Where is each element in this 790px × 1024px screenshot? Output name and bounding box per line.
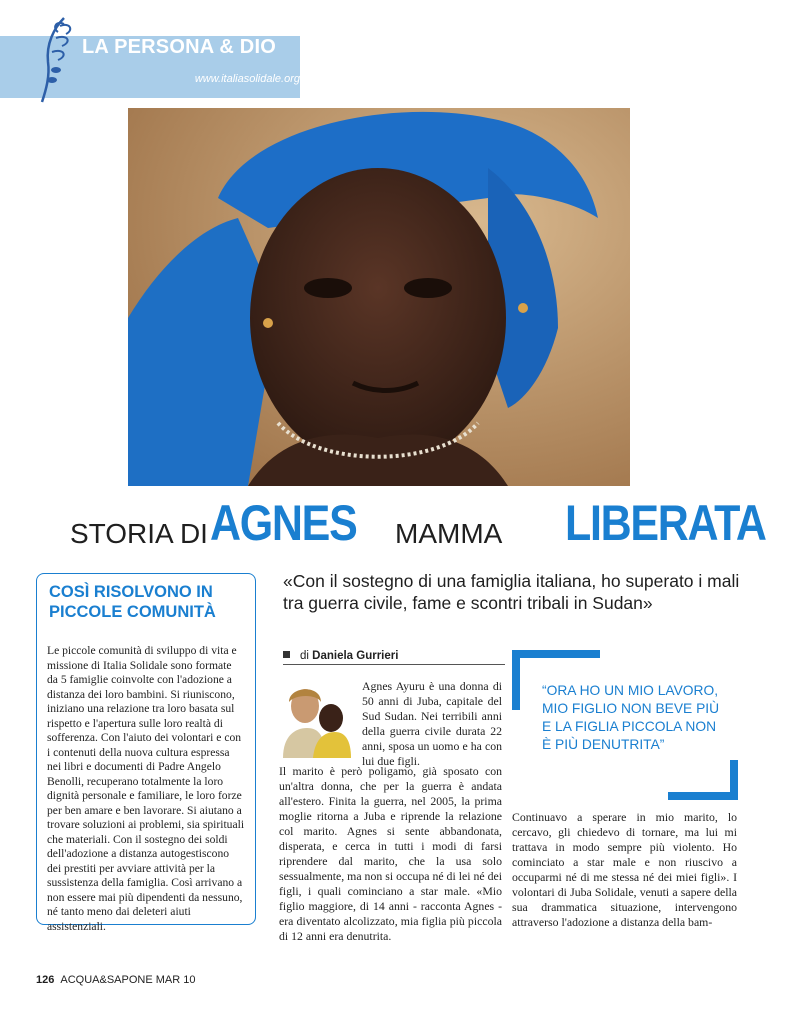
title-part-1: STORIA DI (70, 518, 208, 549)
article-column-2: Continuavo a sperare in mio marito, lo cercavo, gli chiedevo di tornare, ma lui mi trattava in modo sempre più violento. Ho cominciato a star male e non riuscivo a occuparmi né di me stessa né dei miei figli». I volontari di Juba Solidale, venuti a sapere della sua drammatica situazione, intervengono attraverso l'adozione a distanza della bam- (512, 810, 737, 929)
site-url[interactable]: www.italiasolidale.org (194, 73, 300, 85)
byline-author: Daniela Gurrieri (312, 650, 399, 662)
pull-quote-bracket-close (668, 760, 738, 800)
pull-quote-text: “ORA HO UN MIO LAVORO, MIO FIGLIO NON BEVE PIÙ E LA FIGLIA PICCOLA NON È PIÙ DENUTRITA” (542, 683, 720, 752)
bullet-square-icon (283, 651, 290, 658)
section-title: LA PERSONA & DIO (82, 36, 276, 58)
byline (283, 650, 505, 665)
issue-label: ACQUA&SAPONE MAR 10 (60, 974, 196, 986)
article-subtitle-quote: «Con il sostegno di una famiglia italiana, ho superato i mali tra guerra civile, fame e scontri tribali in Sudan» (283, 571, 740, 613)
sidebar-box (36, 573, 256, 933)
sidebar-title: COSÌ RISOLVONO IN PICCOLE COMUNITÀ (49, 583, 216, 621)
portrait-photo (128, 108, 630, 486)
byline-prefix: di (300, 650, 309, 662)
author-photo (279, 678, 355, 758)
pull-quote (512, 650, 738, 800)
page-footer (36, 974, 195, 986)
wheat-logo-icon (34, 14, 84, 106)
title-part-4: LIBERATA (565, 495, 766, 551)
title-part-3: MAMMA (395, 518, 503, 549)
page-number: 126 (36, 974, 55, 986)
sidebar-body: Le piccole comunità di sviluppo di vita e missione di Italia Solidale sono formate da 5 famiglie coinvolte con l'adozione a distanza dei loro bambini. Si riuniscono, iniziano una relazione tra loro basata sul rispetto e l'apertura sulle loro realtà di sofferenza. Con l'aiuto dei volontari e con i contenuti della nuova cultura espressa nei libri e documenti di Padre Angelo Benolli, recuperano totalmente la loro dignità personale e familiare, le loro forze per ben amare e ben lavorare. Si aiutano a trovare soluzioni ai problemi, sia spirituali che materiali. Con il sostegno dei soldi dell'adozione a distanza autogestiscono dei prestiti per avviare attività per la sussistenza della famiglia. Così arrivano a non essere mai più dipendenti da nessuno, né tanto meno dai deleteri aiuti assistenziali. (47, 644, 245, 933)
article-title (70, 494, 770, 558)
article-intro: Agnes Ayuru è una donna di 50 anni di Juba, capitale del Sud Sudan. Nei terribili anni della guerra civile durata 22 anni, sposa un uomo e ha con lui due figli. (362, 679, 502, 768)
article-column-1: Il marito è però poligamo, già sposato con un'altra donna, che per la guerra è andata all'estero. Finita la guerra, nel 2005, la prima moglie ritorna a Juba e riprende la relazione col marito. Agnes si sente abbandonata, disperata, e cerca in tutti i modi di farsi riprendere dal marito, che la usa solo sessualmente, ma non si occupa né di lei né dei figli, i quali cominciano a star male. «Mio figlio maggiore, di 14 anni - racconta Agnes - era diventato alcolizzato, mia figlia più piccola di 12 anni era denutrita. (279, 764, 502, 943)
title-part-2: AGNES (210, 495, 357, 551)
